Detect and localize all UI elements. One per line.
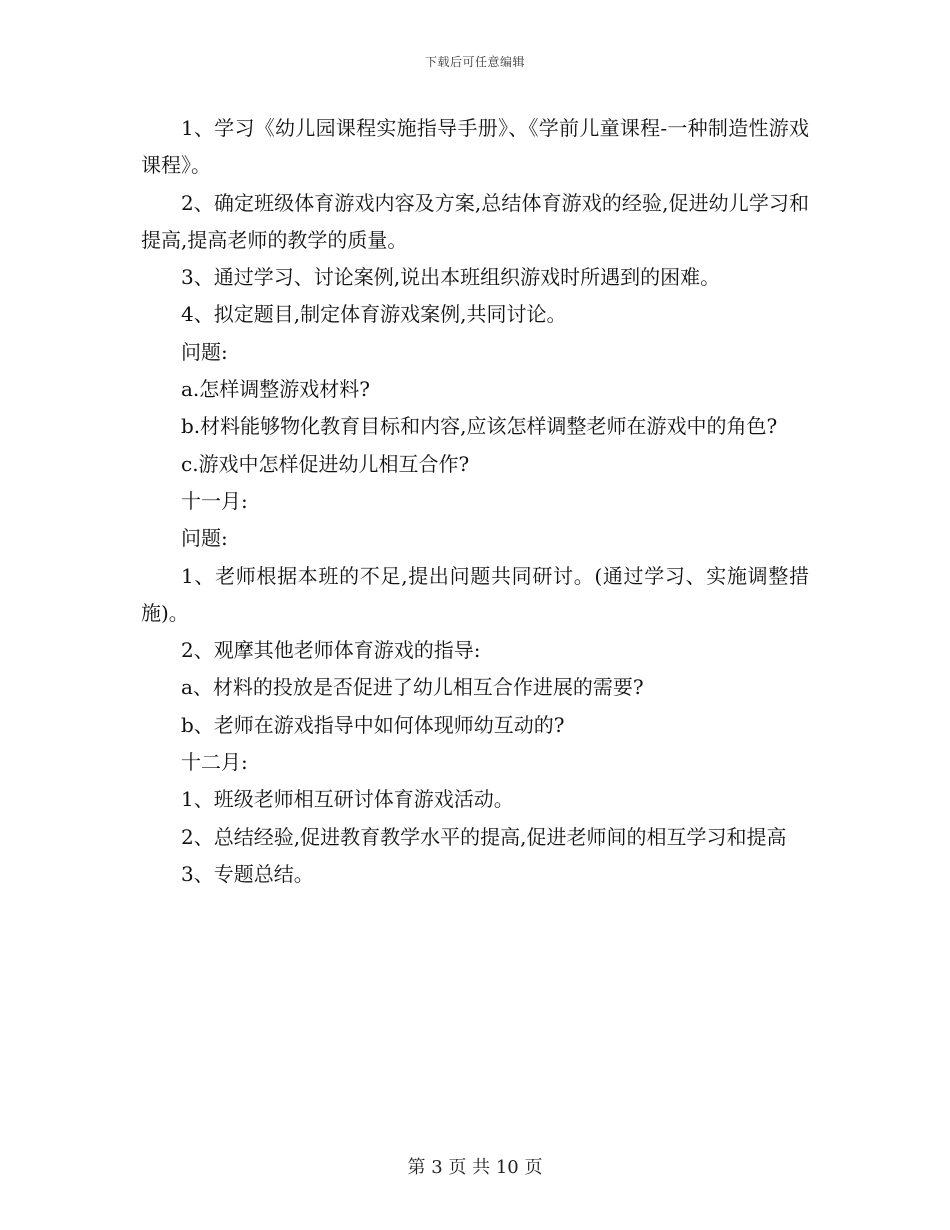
- paragraph: 问题:: [181, 339, 228, 364]
- section-heading: 十一月:: [181, 488, 248, 513]
- paragraph: c.游戏中怎样促进幼儿相互合作?: [181, 451, 470, 476]
- section-heading: 十二月:: [181, 750, 248, 775]
- paragraph: b、老师在游戏指导中如何体现师幼互动的?: [181, 712, 565, 737]
- paragraph: 2、确定班级体育游戏内容及方案,总结体育游戏的经验,促进幼儿学习和提高,提高老师的教学的质量。: [141, 190, 809, 252]
- page-header: 下载后可任意编辑: [424, 55, 525, 69]
- paragraph: b.材料能够物化教育目标和内容,应该怎样调整老师在游戏中的角色?: [181, 414, 778, 439]
- paragraph: 1、班级老师相互研讨体育游戏活动。: [181, 787, 514, 812]
- paragraph: 4、拟定题目,制定体育游戏案例,共同讨论。: [181, 302, 567, 327]
- paragraph: 3、通过学习、讨论案例,说出本班组织游戏时所遇到的困难。: [181, 265, 721, 290]
- paragraph: 3、专题总结。: [181, 861, 314, 886]
- paragraph: a.怎样调整游戏材料?: [181, 377, 371, 402]
- document-body: [141, 110, 809, 893]
- paragraph: 2、总结经验,促进教育教学水平的提高,促进老师间的相互学习和提高: [181, 824, 787, 849]
- paragraph: 1、老师根据本班的不足,提出问题共同研讨。(通过学习、实施调整措施)。: [141, 563, 809, 625]
- paragraph: 1、学习《幼儿园课程实施指导手册》、《学前儿童课程-一种制造性游戏课程》。: [141, 116, 809, 178]
- paragraph: 问题:: [181, 526, 228, 551]
- page-number-footer: 第 3 页 共 10 页: [407, 1157, 543, 1178]
- paragraph: 2、观摩其他老师体育游戏的指导:: [181, 638, 481, 663]
- paragraph: a、材料的投放是否促进了幼儿相互合作进展的需要?: [181, 675, 644, 700]
